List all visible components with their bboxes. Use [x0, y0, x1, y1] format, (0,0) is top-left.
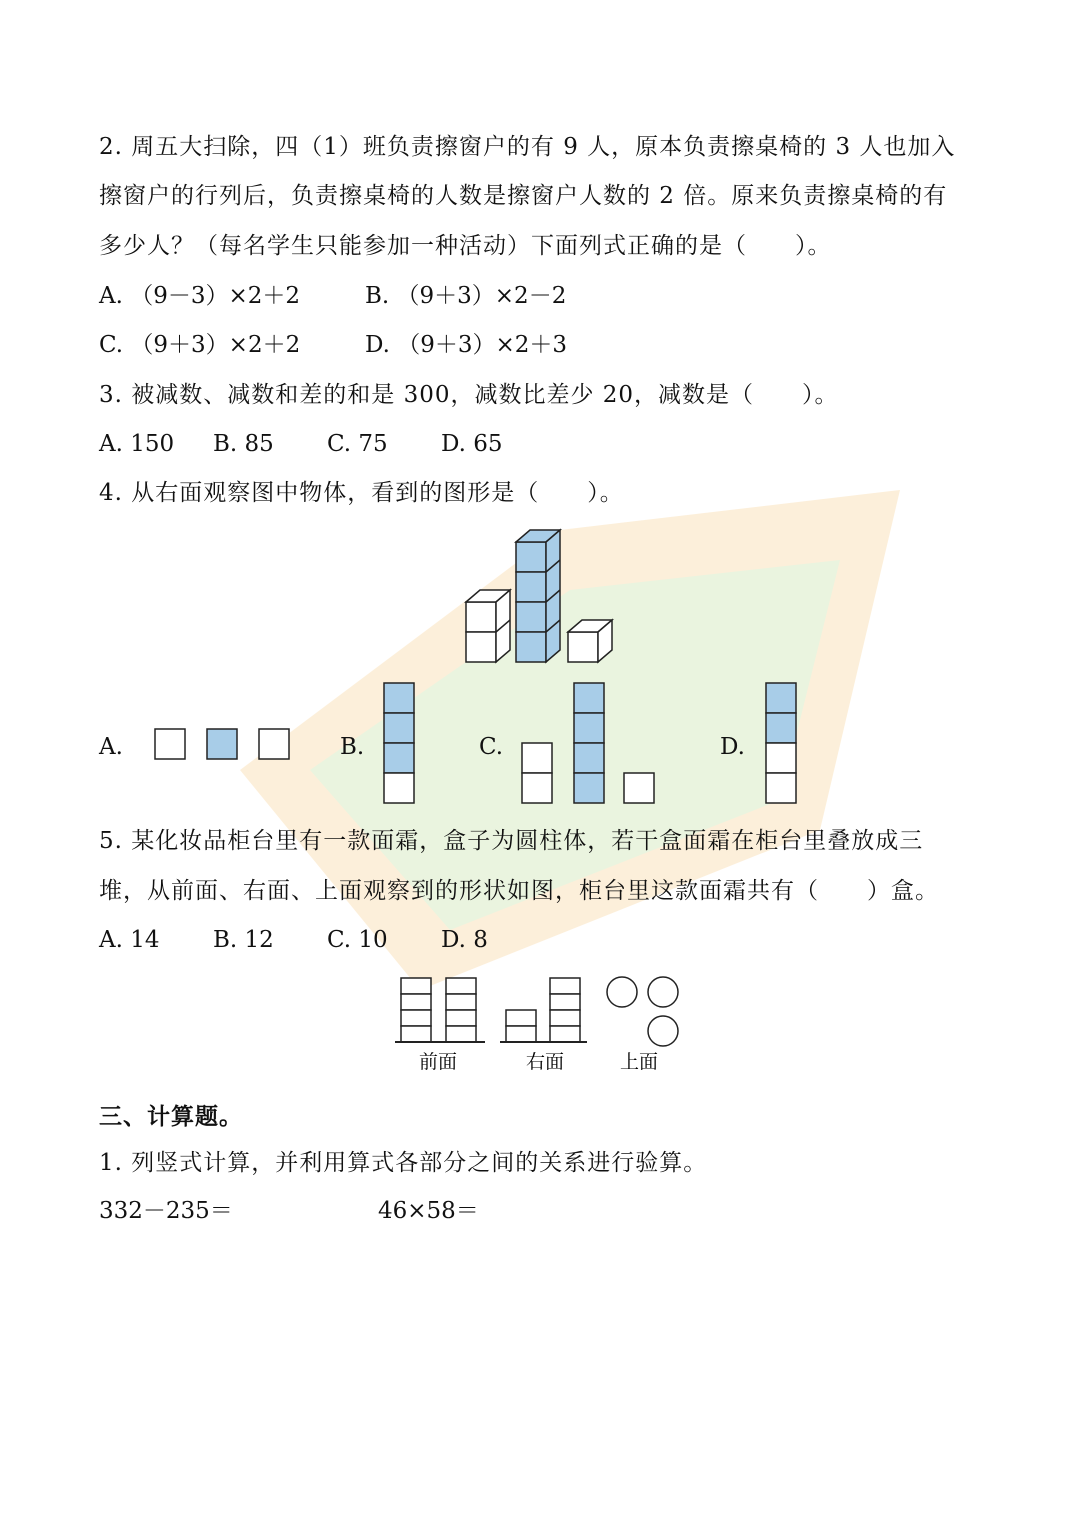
q5-front-label: 前面: [418, 1051, 458, 1073]
q5-line-1: 5. 某化妆品柜台里有一款面霜，盒子为圆柱体，若干盒面霜在柜台里叠放成三: [99, 828, 924, 854]
q5-option-a: A. 14: [99, 927, 160, 953]
q5-top-label: 上面: [619, 1051, 659, 1073]
q3-option-c: C. 75: [327, 431, 388, 457]
q2-line-2: 擦窗户的行列后，负责擦桌椅的人数是擦窗户人数的 2 倍。原来负责擦桌椅的有: [99, 183, 948, 209]
q3-option-d: D. 65: [441, 431, 503, 457]
q3-option-a: A. 150: [99, 431, 175, 457]
q4-line-1: 4. 从右面观察图中物体，看到的图形是（ ）。: [99, 480, 624, 506]
section-3-q1: 1. 列竖式计算，并利用算式各部分之间的关系进行验算。: [99, 1150, 708, 1176]
q5-line-2: 堆，从前面、右面、上面观察到的形状如图，柜台里这款面霜共有（ ）盒。: [99, 878, 939, 904]
q4-option-a-figure: [153, 727, 293, 763]
q3-line-1: 3. 被减数、减数和差的和是 300，减数比差少 20，减数是（ ）。: [99, 382, 839, 408]
q2-option-a: A. （9－3）×2＋2: [99, 283, 301, 309]
q4-option-a-label: A.: [99, 734, 123, 760]
calc-expression-2: 46×58＝: [378, 1198, 479, 1224]
q4-option-c-figure: [520, 681, 660, 809]
q2-option-b: B. （9＋3）×2－2: [365, 283, 567, 309]
q5-right-label: 右面: [525, 1051, 565, 1073]
calc-expression-1: 332－235＝: [99, 1198, 233, 1224]
q4-option-d-figure: [764, 681, 800, 809]
q3-option-b: B. 85: [213, 431, 274, 457]
q4-option-b-label: B.: [340, 734, 365, 760]
q5-option-b: B. 12: [213, 927, 274, 953]
q4-option-c-label: C.: [479, 734, 504, 760]
q5-option-c: C. 10: [327, 927, 388, 953]
q4-cube-figure: [460, 522, 620, 668]
q2-line-1: 2. 周五大扫除，四（1）班负责擦窗户的有 9 人，原本负责擦桌椅的 3 人也加入: [99, 134, 956, 160]
q2-option-c: C. （9＋3）×2＋2: [99, 332, 301, 358]
q4-option-b-figure: [382, 681, 418, 809]
q2-option-d: D. （9＋3）×2＋3: [365, 332, 568, 358]
q5-option-d: D. 8: [441, 927, 488, 953]
q5-view-figure: [395, 974, 690, 1076]
section-3-title: 三、计算题。: [99, 1104, 243, 1130]
q2-line-3: 多少人？（每名学生只能参加一种活动）下面列式正确的是（ ）。: [99, 233, 832, 259]
q4-option-d-label: D.: [720, 734, 745, 760]
